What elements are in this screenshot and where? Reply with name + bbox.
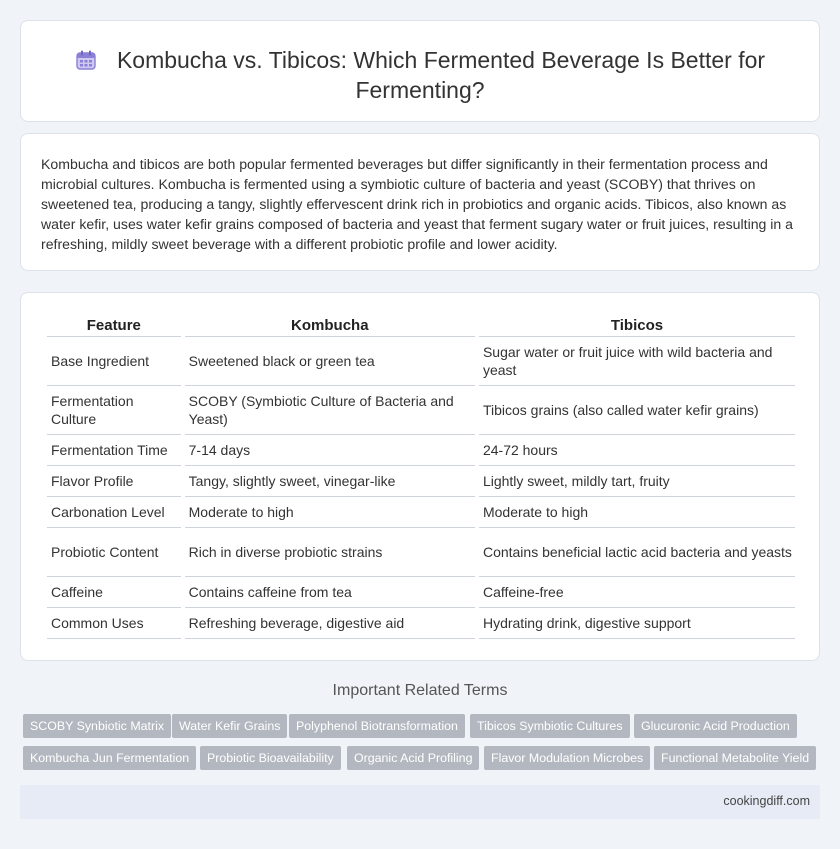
related-term-tag[interactable]: Kombucha Jun Fermentation [23, 746, 196, 770]
related-term-tag[interactable]: Probiotic Bioavailability [200, 746, 341, 770]
tibicos-cell: Hydrating drink, digestive support [479, 608, 795, 639]
header-feature: Feature [47, 317, 181, 337]
kombucha-cell: SCOBY (Symbiotic Culture of Bacteria and Yeast) [185, 386, 475, 435]
feature-cell: Probiotic Content [47, 528, 181, 577]
kombucha-cell: Sweetened black or green tea [185, 337, 475, 386]
intro-paragraph: Kombucha and tibicos are both popular fermented beverages but differ significantly in their fermentation process and microbial cultures. Kombucha is fermented using a symbiotic culture of bacteria and yeast (SCOBY) that thrives on sweetened tea, producing a tangy, slightly effervescent drink rich in probiotics and organic acids. Tibicos, also known as water kefir, uses water kefir grains composed of bacteria and yeast that ferment sugary water or fruit juices, resulting in a refreshing, mildly sweet beverage with a different probiotic profile and lower acidity. [41, 156, 794, 252]
related-term-tag[interactable]: Functional Metabolite Yield [654, 746, 816, 770]
table-row [47, 577, 795, 608]
table-row [47, 386, 795, 435]
page-title-text: Kombucha vs. Tibicos: Which Fermented Beverage Is Better for Fermenting? [116, 47, 766, 103]
related-term-tag[interactable]: Water Kefir Grains [172, 714, 287, 738]
kombucha-cell: Tangy, slightly sweet, vinegar-like [185, 466, 475, 497]
feature-cell: Flavor Profile [47, 466, 181, 497]
comparison-card [20, 292, 820, 661]
calendar-icon [75, 49, 97, 71]
tibicos-cell: Contains beneficial lactic acid bacteria and yeasts [479, 528, 795, 577]
kombucha-cell: Moderate to high [185, 497, 475, 528]
page-title [21, 45, 819, 105]
table-row [47, 337, 795, 386]
table-row [47, 528, 795, 577]
kombucha-cell: Contains caffeine from tea [185, 577, 475, 608]
tibicos-cell: Sugar water or fruit juice with wild bacteria and yeast [479, 337, 795, 386]
tibicos-cell: Moderate to high [479, 497, 795, 528]
kombucha-cell: 7-14 days [185, 435, 475, 466]
comparison-table [43, 317, 799, 639]
intro-card [20, 133, 820, 271]
related-term-tag[interactable]: Flavor Modulation Microbes [484, 746, 650, 770]
feature-cell: Fermentation Culture [47, 386, 181, 435]
header-tibicos: Tibicos [479, 317, 795, 337]
feature-cell: Caffeine [47, 577, 181, 608]
related-term-tag[interactable]: Glucuronic Acid Production [634, 714, 797, 738]
table-row [47, 466, 795, 497]
table-header-row [47, 317, 795, 337]
related-term-tag[interactable]: Polyphenol Biotransformation [289, 714, 465, 738]
table-row [47, 497, 795, 528]
feature-cell: Common Uses [47, 608, 181, 639]
kombucha-cell: Rich in diverse probiotic strains [185, 528, 475, 577]
tibicos-cell: Lightly sweet, mildly tart, fruity [479, 466, 795, 497]
feature-cell: Carbonation Level [47, 497, 181, 528]
title-card [20, 20, 820, 122]
related-term-tag[interactable]: SCOBY Synbiotic Matrix [23, 714, 171, 738]
header-kombucha: Kombucha [185, 317, 475, 337]
table-row [47, 435, 795, 466]
tibicos-cell: Tibicos grains (also called water kefir grains) [479, 386, 795, 435]
site-link[interactable]: cookingdiff.com [723, 794, 810, 808]
tibicos-cell: Caffeine-free [479, 577, 795, 608]
kombucha-cell: Refreshing beverage, digestive aid [185, 608, 475, 639]
related-term-tag[interactable]: Tibicos Symbiotic Cultures [470, 714, 630, 738]
related-terms-heading: Important Related Terms [332, 682, 508, 699]
related-term-tag[interactable]: Organic Acid Profiling [347, 746, 479, 770]
table-row [47, 608, 795, 639]
feature-cell: Fermentation Time [47, 435, 181, 466]
tibicos-cell: 24-72 hours [479, 435, 795, 466]
feature-cell: Base Ingredient [47, 337, 181, 386]
footer-bar [20, 785, 820, 819]
